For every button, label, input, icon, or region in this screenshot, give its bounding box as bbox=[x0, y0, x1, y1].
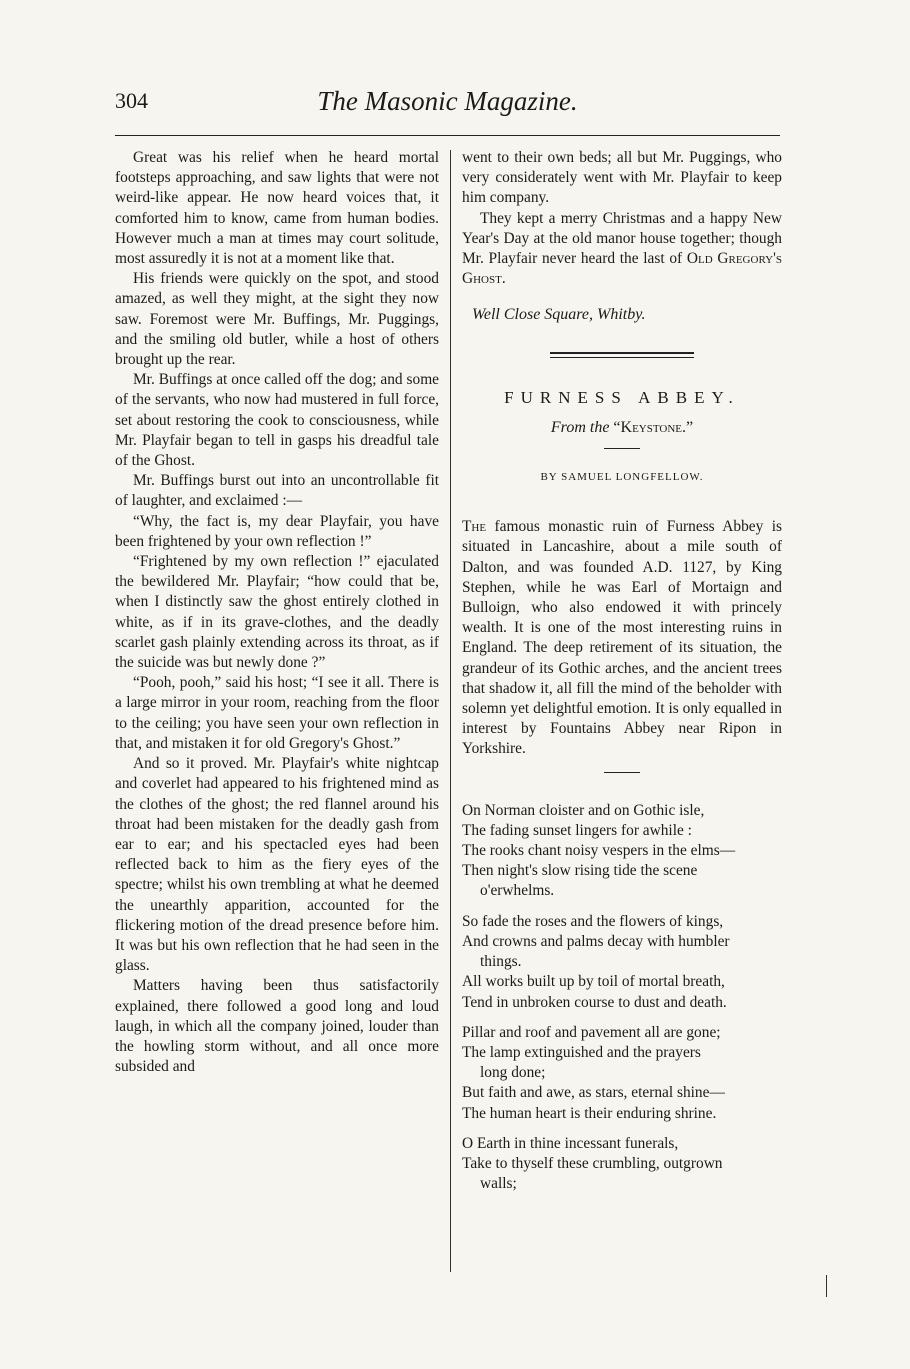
poem-line: things. bbox=[480, 953, 522, 971]
poem-line: O Earth in thine incessant funerals, bbox=[462, 1134, 679, 1152]
section-separator bbox=[550, 352, 694, 358]
running-title: The Masonic Magazine. bbox=[317, 86, 578, 116]
page-header bbox=[115, 80, 780, 120]
poem-line: All works built up by toil of mortal breath, bbox=[462, 973, 725, 991]
intro-text: famous monastic ruin of Furness Abbey is situated in Lancashire, about a mile south of Dalton, and was founded A.D. 1127, by King Stephen, while he was Earl of Mortaign and Bulloign, who also endowed it with princely wealth. It is one of the most interesting ruins in England. The deep retirement of its situation, the grandeur of its Gothic arches, and the ancient trees that shadow it, all fill the mind of the beholder with solemn yet delightful emotion. It is only equalled in interest by Fountains Abbey near Ripon in Yorkshire. bbox=[462, 518, 782, 758]
poem-line: long done; bbox=[480, 1064, 546, 1082]
article-byline: BY SAMUEL LONGFELLOW. bbox=[540, 471, 704, 484]
poem-line: On Norman cloister and on Gothic isle, bbox=[462, 801, 705, 819]
left-column bbox=[115, 148, 439, 1077]
column-divider bbox=[450, 150, 451, 1272]
paragraph: His friends were quickly on the spot, and stood amazed, as well they might, at the sight they now saw. Foremost were Mr. Buffings, Mr. Puggings, and the smiling old butler, while a host of others brought up the rear. bbox=[115, 270, 439, 369]
poem-line: Pillar and roof and pavement all are gone; bbox=[462, 1023, 721, 1041]
article-intro bbox=[462, 517, 782, 759]
poem bbox=[462, 801, 782, 1195]
source-name: “Keystone.” bbox=[613, 418, 694, 436]
page-number: 304 bbox=[115, 88, 148, 113]
header-rule bbox=[115, 135, 780, 136]
paragraph: Matters having been thus satisfactorily explained, there followed a good long and loud laugh, in which all the company joined, louder than the howling storm without, and all once more subsided and bbox=[115, 977, 439, 1076]
closing-text: They kept a merry Christmas and a happy New Year's Day at the old manor house together; though Mr. Playfair never heard the last of bbox=[462, 209, 782, 268]
poem-stanza bbox=[462, 1023, 782, 1124]
poem-line: The fading sunset lingers for awhile : bbox=[462, 821, 692, 839]
poem-line: But faith and awe, as stars, eternal shine— bbox=[462, 1084, 725, 1102]
poem-line: The human heart is their enduring shrine. bbox=[462, 1104, 717, 1122]
continued-paragraph: went to their own beds; all but Mr. Puggings, who very considerately went with Mr. Playfair to keep him company. bbox=[462, 149, 782, 207]
paragraph: “Why, the fact is, my dear Playfair, you have been frightened by your own reflection !” bbox=[115, 512, 439, 550]
poem-line: The rooks chant noisy vespers in the elms— bbox=[462, 842, 736, 860]
article-source bbox=[462, 418, 782, 438]
paragraph: Mr. Buffings burst out into an uncontrollable fit of laughter, and exclaimed :— bbox=[115, 472, 439, 510]
poem-line: Take to thyself these crumbling, outgrown bbox=[462, 1154, 723, 1172]
poem-line: Then night's slow rising tide the scene bbox=[462, 862, 698, 880]
poem-stanza bbox=[462, 1134, 782, 1195]
short-rule bbox=[604, 448, 640, 449]
margin-mark bbox=[826, 1275, 827, 1297]
source-prefix: From the bbox=[550, 418, 610, 436]
signoff-address: Well Close Square, Whitby. bbox=[472, 306, 646, 324]
intro-first-word: The bbox=[462, 518, 487, 536]
right-column bbox=[462, 148, 782, 1204]
paragraph: And so it proved. Mr. Playfair's white nightcap and coverlet had appeared to his frightened mind as the clothes of the ghost; the red flannel around his throat had been mistaken for the deadly gash from ear to ear; and his spectacled eyes had been reflected back to him as the fiery eyes of the spectre; whilst his own trembling at what he deemed the unearthly apparition, accounted for the flickering motion of the dread presence before him. It was but his own reflection that he had seen in the glass. bbox=[115, 755, 439, 975]
poem-stanza bbox=[462, 912, 782, 1013]
paragraph: Mr. Buffings at once called off the dog; and some of the servants, who now had mustered in full force, set about restoring the cook to consciousness, while Mr. Playfair began to tell in gasps his dreadful tale of the Ghost. bbox=[115, 371, 439, 470]
poem-line: The lamp extinguished and the prayers bbox=[462, 1043, 701, 1061]
poem-line: o'erwhelms. bbox=[480, 882, 555, 900]
poem-line: So fade the roses and the flowers of kings, bbox=[462, 912, 724, 930]
poem-stanza bbox=[462, 801, 782, 902]
article-title: FURNESS ABBEY. bbox=[504, 387, 740, 407]
poem-line: walls; bbox=[480, 1175, 517, 1193]
poem-line: Tend in unbroken course to dust and death. bbox=[462, 993, 727, 1011]
story-title-reference: Old Gregory's Ghost. bbox=[462, 250, 783, 288]
paragraph: “Frightened by my own reflection !” ejaculated the bewildered Mr. Playfair; “how could that be, when I distinctly saw the ghost entirely clothed in white, as if in its grave-clothes, and the deadly scarlet gash plainly extending across its throat, as if the suicide was but newly done ?” bbox=[115, 553, 439, 672]
closing-paragraph bbox=[462, 209, 782, 290]
poem-line: And crowns and palms decay with humbler bbox=[462, 932, 730, 950]
paragraph: Great was his relief when he heard mortal footsteps approaching, and saw lights that were not weird-like appear. He now heard voices that, it comforted him to know, came from human bodies. However much a man at times may court solitude, most assuredly it is not at a moment like that. bbox=[115, 149, 439, 268]
paragraph: “Pooh, pooh,” said his host; “I see it all. There is a large mirror in your room, reaching from the floor to the ceiling; you have seen your own reflection in that, and mistaken it for old Gregory's Ghost.” bbox=[115, 674, 439, 752]
